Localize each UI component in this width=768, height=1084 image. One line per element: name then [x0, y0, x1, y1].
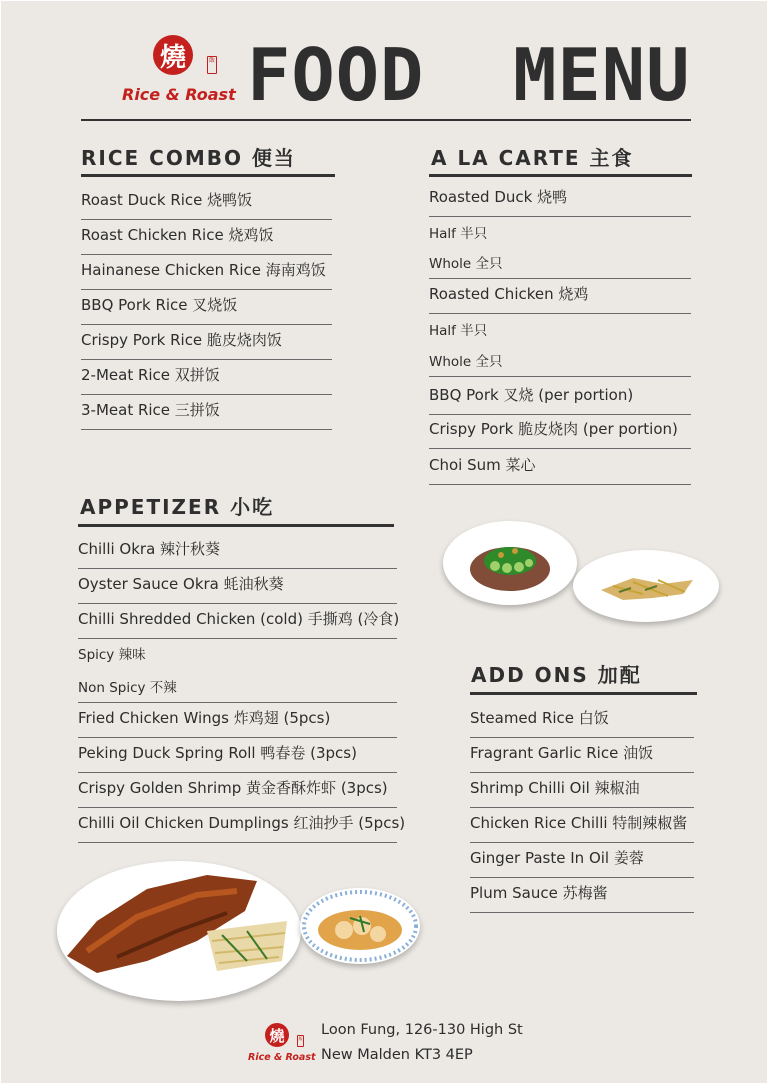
list-item — [429, 248, 691, 279]
list-item-label: 2-Meat Rice 双拼饭 — [81, 366, 220, 384]
list-item — [81, 255, 332, 290]
list-item-label: Ginger Paste In Oil 姜蓉 — [470, 849, 644, 867]
dumplings-photo — [300, 888, 420, 964]
add-ons-title-rule — [470, 692, 697, 695]
list-item-label: Roasted Chicken 烧鸡 — [429, 285, 589, 303]
list-item — [470, 738, 694, 773]
add-ons-title: ADD ONS 加配 — [471, 663, 642, 687]
list-item — [81, 185, 332, 220]
list-item — [78, 808, 406, 843]
list-item-label: Spicy 辣味 — [78, 647, 146, 663]
list-item-label: Non Spicy 不辣 — [78, 680, 177, 696]
list-item-label: Chilli Oil Chicken Dumplings 红油抄手 (5pcs) — [78, 814, 406, 832]
list-item — [470, 843, 694, 878]
list-item — [78, 639, 397, 669]
list-item — [78, 773, 397, 808]
rice-combo-list — [81, 185, 332, 430]
a-la-carte-title-rule — [429, 174, 692, 177]
list-item-label: Oyster Sauce Okra 蚝油秋葵 — [78, 575, 284, 593]
list-item — [78, 569, 397, 604]
list-item-label: Chilli Shredded Chicken (cold) 手撕鸡 (冷食) — [78, 610, 400, 628]
list-item — [429, 345, 691, 377]
page-title: FOOD MENU — [247, 33, 691, 117]
logo-mini-stamp: 飯 — [207, 56, 217, 74]
shredded-chicken-photo — [573, 550, 719, 622]
appetizer-title: APPETIZER 小吃 — [80, 495, 275, 519]
list-item — [470, 808, 694, 843]
list-item — [429, 415, 691, 449]
a-la-carte-title: A LA CARTE 主食 — [431, 146, 634, 170]
list-item — [429, 314, 691, 345]
list-item-label: BBQ Pork 叉烧 (per portion) — [429, 386, 634, 404]
brand-name: Rice & Roast — [122, 85, 236, 104]
appetizer-list — [78, 534, 406, 843]
list-item — [81, 290, 332, 325]
list-item — [429, 217, 691, 248]
okra-icon — [443, 521, 577, 605]
list-item — [78, 534, 397, 569]
add-ons-list — [470, 703, 694, 913]
header-divider — [81, 119, 691, 121]
list-item-label: Half 半只 — [429, 323, 488, 339]
list-item — [429, 279, 691, 314]
list-item-label: Chicken Rice Chilli 特制辣椒酱 — [470, 814, 688, 832]
list-item-label: Crispy Pork Rice 脆皮烧肉饭 — [81, 331, 282, 349]
a-la-carte-list — [429, 185, 691, 485]
roast-duck-icon — [57, 861, 301, 1001]
list-item — [81, 220, 332, 255]
list-item-label: 3-Meat Rice 三拼饭 — [81, 401, 220, 419]
shredded-chicken-icon — [573, 550, 719, 622]
list-item-label: Shrimp Chilli Oil 辣椒油 — [470, 779, 640, 797]
list-item — [470, 703, 694, 738]
logo-seal: 燒 — [153, 35, 193, 75]
list-item-label: BBQ Pork Rice 叉烧饭 — [81, 296, 238, 314]
list-item-label: Plum Sauce 苏梅酱 — [470, 884, 608, 902]
rice-combo-title-rule — [81, 174, 335, 177]
footer-logo-mini-stamp: 飯 — [297, 1035, 304, 1047]
footer-logo — [247, 1023, 317, 1067]
list-item — [470, 878, 694, 913]
list-item — [81, 325, 332, 360]
list-item-label: Chilli Okra 辣汁秋葵 — [78, 540, 221, 558]
list-item-label: Hainanese Chicken Rice 海南鸡饭 — [81, 261, 326, 279]
list-item-label: Roast Chicken Rice 烧鸡饭 — [81, 226, 274, 244]
list-item-label: Steamed Rice 白饭 — [470, 709, 609, 727]
list-item — [429, 449, 691, 485]
list-item-label: Crispy Pork 脆皮烧肉 (per portion) — [429, 420, 678, 438]
list-item-label: Fragrant Garlic Rice 油饭 — [470, 744, 654, 762]
rice-combo-title: RICE COMBO 便当 — [81, 146, 296, 170]
list-item — [81, 360, 332, 395]
list-item-label: Roasted Duck 烧鸭 — [429, 188, 568, 206]
list-item — [470, 773, 694, 808]
brand-logo — [119, 33, 239, 109]
list-item-label: Choi Sum 菜心 — [429, 456, 536, 474]
list-item-label: Fried Chicken Wings 炸鸡翅 (5pcs) — [78, 709, 331, 727]
list-item-label: Half 半只 — [429, 226, 488, 242]
dumplings-icon — [300, 888, 420, 964]
list-item — [78, 703, 397, 738]
list-item-label: Crispy Golden Shrimp 黄金香酥炸虾 (3pcs) — [78, 779, 388, 797]
list-item — [429, 185, 691, 217]
list-item — [78, 738, 397, 773]
list-item — [78, 604, 400, 639]
list-item-label: Roast Duck Rice 烧鸭饭 — [81, 191, 253, 209]
roast-duck-photo — [57, 861, 301, 1001]
footer-brand-name: Rice & Roast — [248, 1052, 316, 1063]
address-line-1: Loon Fung, 126-130 High St — [321, 1022, 523, 1038]
list-item — [81, 395, 332, 430]
footer-logo-seal: 燒 — [265, 1023, 289, 1047]
address-line-2: New Malden KT3 4EP — [321, 1047, 473, 1063]
list-item-label: Peking Duck Spring Roll 鸭春卷 (3pcs) — [78, 744, 357, 762]
list-item-label: Whole 全只 — [429, 354, 503, 370]
appetizer-title-rule — [78, 524, 394, 527]
list-item-label: Whole 全只 — [429, 256, 503, 272]
okra-dish-photo — [443, 521, 577, 605]
list-item — [78, 669, 397, 703]
list-item — [429, 377, 691, 415]
